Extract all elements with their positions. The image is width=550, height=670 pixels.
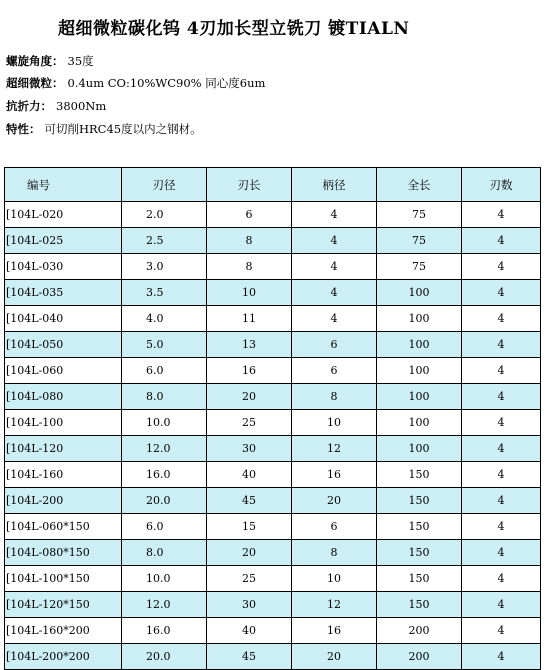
cell-flute-length: 30	[207, 436, 292, 462]
cell-shank-diameter: 6	[292, 332, 377, 358]
cell-overall-length: 100	[377, 436, 462, 462]
cell-diameter: 16.0	[122, 462, 207, 488]
cell-overall-length: 75	[377, 228, 462, 254]
cell-diameter: 3.5	[122, 280, 207, 306]
cell-shank-diameter: 20	[292, 488, 377, 514]
cell-shank-diameter: 4	[292, 228, 377, 254]
cell-diameter: 12.0	[122, 592, 207, 618]
spec-micro-grain	[6, 75, 265, 91]
cell-diameter: 6.0	[122, 514, 207, 540]
cell-code: [104L-060*150	[5, 514, 122, 540]
cell-flute-length: 45	[207, 644, 292, 670]
cell-diameter: 20.0	[122, 644, 207, 670]
spec-value: 可切削HRC45度以内之钢材。	[44, 122, 202, 136]
cell-shank-diameter: 16	[292, 618, 377, 644]
cell-flutes: 4	[462, 228, 541, 254]
cell-flutes: 4	[462, 462, 541, 488]
table-row	[5, 462, 541, 488]
spec-label: 特性：	[6, 122, 41, 136]
cell-flutes: 4	[462, 514, 541, 540]
cell-flutes: 4	[462, 358, 541, 384]
cell-flute-length: 20	[207, 540, 292, 566]
cell-overall-length: 200	[377, 644, 462, 670]
cell-code: [104L-020	[5, 202, 122, 228]
table-row	[5, 410, 541, 436]
cell-shank-diameter: 8	[292, 384, 377, 410]
cell-flute-length: 40	[207, 618, 292, 644]
spec-label: 螺旋角度：	[6, 54, 64, 68]
table-row	[5, 280, 541, 306]
cell-diameter: 4.0	[122, 306, 207, 332]
cell-diameter: 20.0	[122, 488, 207, 514]
cell-overall-length: 150	[377, 488, 462, 514]
table-row	[5, 644, 541, 670]
cell-flute-length: 8	[207, 228, 292, 254]
table-row	[5, 566, 541, 592]
table-row	[5, 306, 541, 332]
cell-code: [104L-120*150	[5, 592, 122, 618]
cell-flutes: 4	[462, 410, 541, 436]
cell-shank-diameter: 10	[292, 410, 377, 436]
cell-diameter: 16.0	[122, 618, 207, 644]
cell-diameter: 3.0	[122, 254, 207, 280]
cell-code: [104L-200	[5, 488, 122, 514]
cell-code: [104L-080*150	[5, 540, 122, 566]
cell-overall-length: 150	[377, 540, 462, 566]
cell-overall-length: 100	[377, 384, 462, 410]
spec-value: 3800Nm	[56, 99, 107, 113]
cell-diameter: 2.0	[122, 202, 207, 228]
column-header-shank-diameter: 柄径	[292, 168, 377, 202]
cell-shank-diameter: 6	[292, 514, 377, 540]
cell-code: [104L-100	[5, 410, 122, 436]
column-header-flute-length: 刃长	[207, 168, 292, 202]
cell-overall-length: 100	[377, 306, 462, 332]
column-header-flutes: 刃数	[462, 168, 541, 202]
cell-flute-length: 20	[207, 384, 292, 410]
cell-flute-length: 30	[207, 592, 292, 618]
cell-flutes: 4	[462, 592, 541, 618]
cell-flute-length: 13	[207, 332, 292, 358]
table-row	[5, 358, 541, 384]
spec-value: 35度	[67, 54, 94, 68]
cell-overall-length: 150	[377, 566, 462, 592]
cell-flute-length: 10	[207, 280, 292, 306]
cell-flutes: 4	[462, 384, 541, 410]
cell-code: [104L-200*200	[5, 644, 122, 670]
cell-flute-length: 25	[207, 566, 292, 592]
cell-code: [104L-120	[5, 436, 122, 462]
cell-diameter: 10.0	[122, 410, 207, 436]
spec-helix-angle	[6, 53, 94, 69]
spec-label: 超细微粒：	[6, 76, 64, 90]
cell-shank-diameter: 8	[292, 540, 377, 566]
cell-flutes: 4	[462, 488, 541, 514]
table-header-row	[5, 168, 541, 202]
cell-diameter: 10.0	[122, 566, 207, 592]
cell-code: [104L-080	[5, 384, 122, 410]
cell-diameter: 8.0	[122, 540, 207, 566]
cell-overall-length: 150	[377, 592, 462, 618]
table-row	[5, 254, 541, 280]
cell-shank-diameter: 16	[292, 462, 377, 488]
table-row	[5, 514, 541, 540]
table-row	[5, 488, 541, 514]
cell-overall-length: 150	[377, 462, 462, 488]
cell-overall-length: 200	[377, 618, 462, 644]
cell-diameter: 2.5	[122, 228, 207, 254]
cell-shank-diameter: 4	[292, 202, 377, 228]
cell-shank-diameter: 10	[292, 566, 377, 592]
cell-code: [104L-025	[5, 228, 122, 254]
cell-flutes: 4	[462, 540, 541, 566]
cell-flute-length: 40	[207, 462, 292, 488]
cell-diameter: 8.0	[122, 384, 207, 410]
cell-overall-length: 100	[377, 280, 462, 306]
cell-shank-diameter: 20	[292, 644, 377, 670]
cell-flutes: 4	[462, 436, 541, 462]
page-title: 超细微粒碳化钨 4刃加长型立铣刀 镀TIALN	[58, 19, 410, 39]
column-header-diameter: 刃径	[122, 168, 207, 202]
cell-overall-length: 75	[377, 254, 462, 280]
table-row	[5, 384, 541, 410]
cell-code: [104L-160	[5, 462, 122, 488]
table-row	[5, 332, 541, 358]
tool-spec-table	[4, 167, 541, 670]
cell-overall-length: 100	[377, 332, 462, 358]
cell-code: [104L-035	[5, 280, 122, 306]
cell-shank-diameter: 12	[292, 592, 377, 618]
cell-shank-diameter: 4	[292, 306, 377, 332]
column-header-overall-length: 全长	[377, 168, 462, 202]
cell-code: [104L-100*150	[5, 566, 122, 592]
cell-flute-length: 11	[207, 306, 292, 332]
cell-flute-length: 25	[207, 410, 292, 436]
cell-flute-length: 16	[207, 358, 292, 384]
cell-code: [104L-160*200	[5, 618, 122, 644]
cell-flutes: 4	[462, 280, 541, 306]
table-row	[5, 540, 541, 566]
cell-flutes: 4	[462, 306, 541, 332]
cell-code: [104L-030	[5, 254, 122, 280]
cell-overall-length: 150	[377, 514, 462, 540]
cell-shank-diameter: 4	[292, 254, 377, 280]
cell-overall-length: 100	[377, 410, 462, 436]
cell-flutes: 4	[462, 618, 541, 644]
table-row	[5, 202, 541, 228]
table-row	[5, 592, 541, 618]
spec-feature	[6, 121, 202, 137]
cell-shank-diameter: 12	[292, 436, 377, 462]
cell-diameter: 5.0	[122, 332, 207, 358]
spec-bending-strength	[6, 98, 106, 114]
column-header-code: 编号	[5, 168, 122, 202]
cell-diameter: 12.0	[122, 436, 207, 462]
cell-flutes: 4	[462, 566, 541, 592]
cell-flutes: 4	[462, 644, 541, 670]
cell-code: [104L-050	[5, 332, 122, 358]
cell-code: [104L-060	[5, 358, 122, 384]
cell-flute-length: 6	[207, 202, 292, 228]
cell-flute-length: 15	[207, 514, 292, 540]
cell-shank-diameter: 4	[292, 280, 377, 306]
cell-flutes: 4	[462, 202, 541, 228]
cell-shank-diameter: 6	[292, 358, 377, 384]
table-row	[5, 436, 541, 462]
spec-value: 0.4um CO:10%WC90% 同心度6um	[67, 76, 266, 90]
spec-label: 抗折力：	[6, 99, 52, 113]
cell-diameter: 6.0	[122, 358, 207, 384]
table-row	[5, 228, 541, 254]
cell-overall-length: 100	[377, 358, 462, 384]
cell-flutes: 4	[462, 254, 541, 280]
table-row	[5, 618, 541, 644]
cell-code: [104L-040	[5, 306, 122, 332]
cell-overall-length: 75	[377, 202, 462, 228]
cell-flute-length: 45	[207, 488, 292, 514]
cell-flutes: 4	[462, 332, 541, 358]
cell-flute-length: 8	[207, 254, 292, 280]
